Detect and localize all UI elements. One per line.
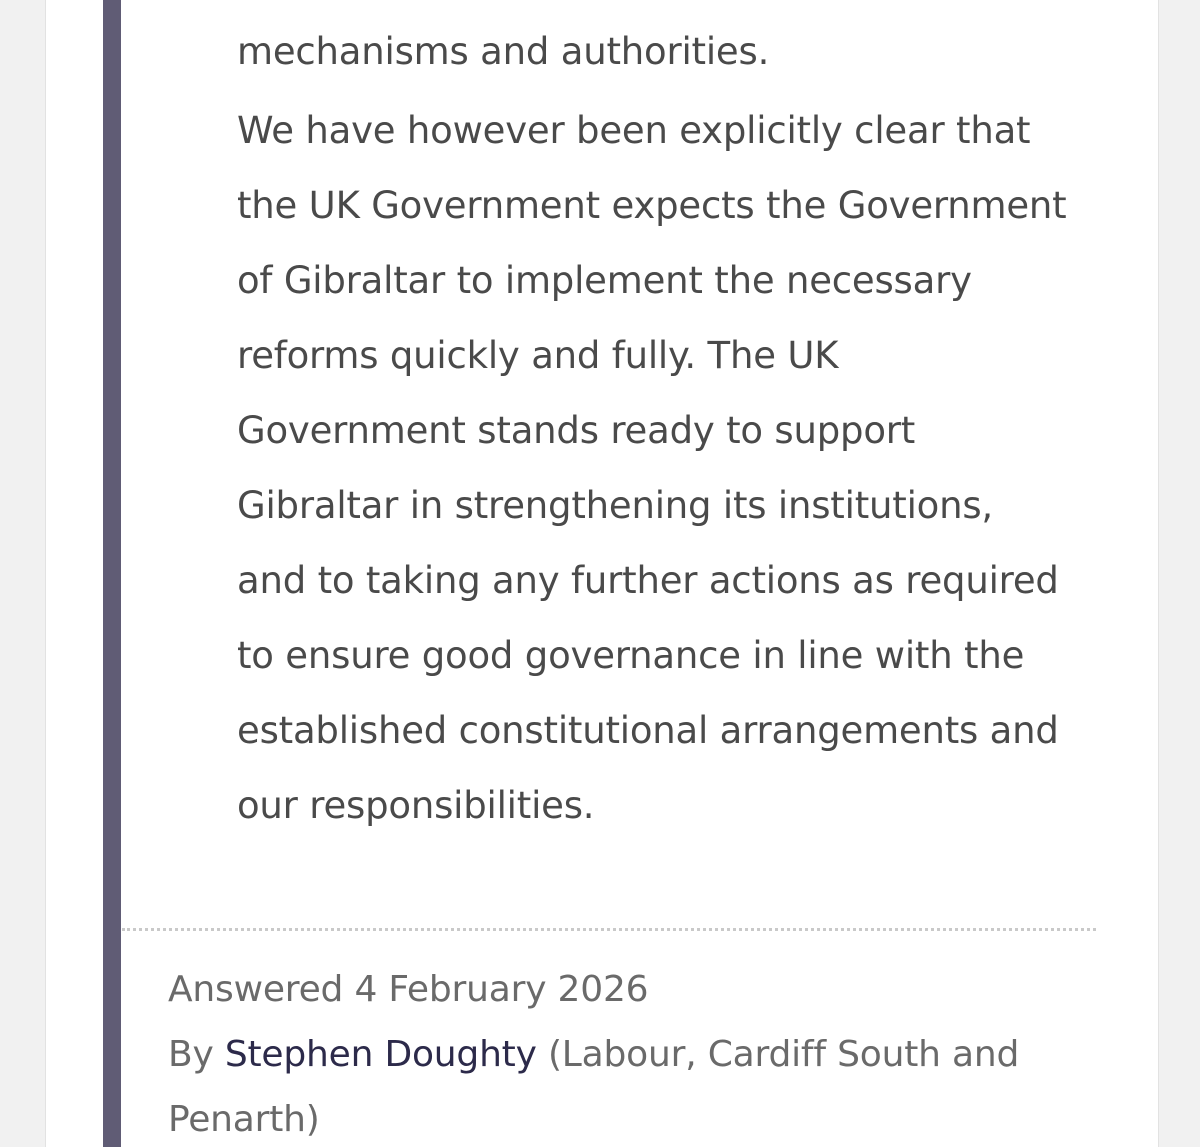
member-details: (Labour, Cardiff South and Penarth) bbox=[168, 1034, 1020, 1140]
answer-meta bbox=[168, 957, 1048, 1147]
answer-body bbox=[237, 20, 1067, 843]
dotted-divider bbox=[122, 928, 1096, 931]
answer-lead-fragment: mechanisms and authorities. bbox=[237, 30, 770, 73]
answer-paragraph: We have however been explicitly clear that the UK Government expects the Government of Gibraltar to implement the necessary reforms quickly and fully. The UK Government stands ready to support Gibraltar in strengthening its institutions, and to taking any further actions as required to ensure good governance in line with the established constitutional arrangements and our responsibilities. bbox=[237, 109, 1067, 827]
answered-date: Answered 4 February 2026 bbox=[168, 969, 649, 1010]
answer-accent-bar bbox=[103, 0, 121, 1147]
answered-by-prefix: By bbox=[168, 1034, 225, 1075]
member-name-link[interactable]: Stephen Doughty bbox=[224, 1034, 537, 1075]
